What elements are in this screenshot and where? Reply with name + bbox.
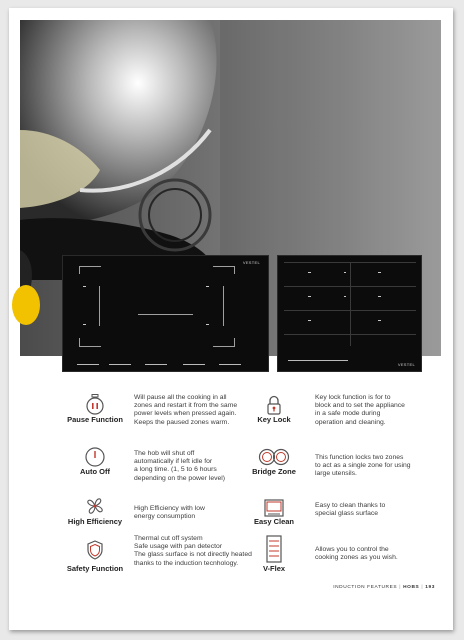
feature-label-bridgezone: Bridge Zone [252, 467, 296, 476]
feature-label-easyclean: Easy Clean [253, 517, 295, 526]
pause-icon [84, 394, 106, 416]
page-number: 193 [425, 585, 435, 590]
cooktop-glass-icon [263, 497, 285, 519]
power-icon [84, 446, 106, 468]
feature-label-efficiency: High Efficiency [67, 517, 123, 526]
feature-desc-efficiency: High Efficiency with low energy consumption [134, 505, 205, 521]
feature-desc-easyclean: Easy to clean thanks to special glass surface [315, 502, 386, 518]
feature-desc-vflex: Allows you to control the cooking zones as you wish. [315, 546, 398, 562]
v-flex-icon [263, 535, 285, 563]
footer-section: INDUCTION FEATURES [333, 585, 398, 590]
feature-label-keylock: Key Lock [257, 415, 291, 424]
feature-desc-autooff: The hob will shut off automatically if left idle for a long time. (1, 5 to 6 hours depending on the power level) [134, 450, 226, 482]
hob-brand-left: VESTEL [242, 260, 260, 265]
feature-label-vflex: V-Flex [262, 564, 286, 573]
bridge-zone-icon [257, 446, 291, 468]
page-footer: INDUCTION FEATURES | HOBS | 193 [333, 585, 435, 590]
feature-desc-keylock: Key lock function is for to block and to set the appliance in a safe mode during operation and cleaning. [315, 394, 405, 426]
feature-label-safety: Safety Function [66, 564, 124, 573]
padlock-icon [263, 394, 285, 416]
shield-icon [84, 539, 106, 561]
catalog-page [9, 8, 453, 630]
feature-label-autooff: Auto Off [80, 467, 110, 476]
footer-category: HOBS [403, 585, 420, 590]
feature-desc-safety: Thermal cut off system Safe usage with pan detector The glass surface is not directly heated thanks to the induction tecnhology. [134, 535, 252, 567]
feature-label-pause: Pause Function [67, 415, 123, 424]
leaf-fan-icon [84, 495, 106, 517]
feature-desc-bridgezone: This function locks two zones to act as a single zone for using large utensils. [315, 454, 411, 478]
features-grid [9, 8, 453, 630]
feature-desc-pause: Will pause all the cooking in all zones and restart it from the same power levels when pressed again. Keeps the paused zones warm. [134, 394, 238, 426]
hob-brand-right: VESTEL [397, 362, 415, 367]
